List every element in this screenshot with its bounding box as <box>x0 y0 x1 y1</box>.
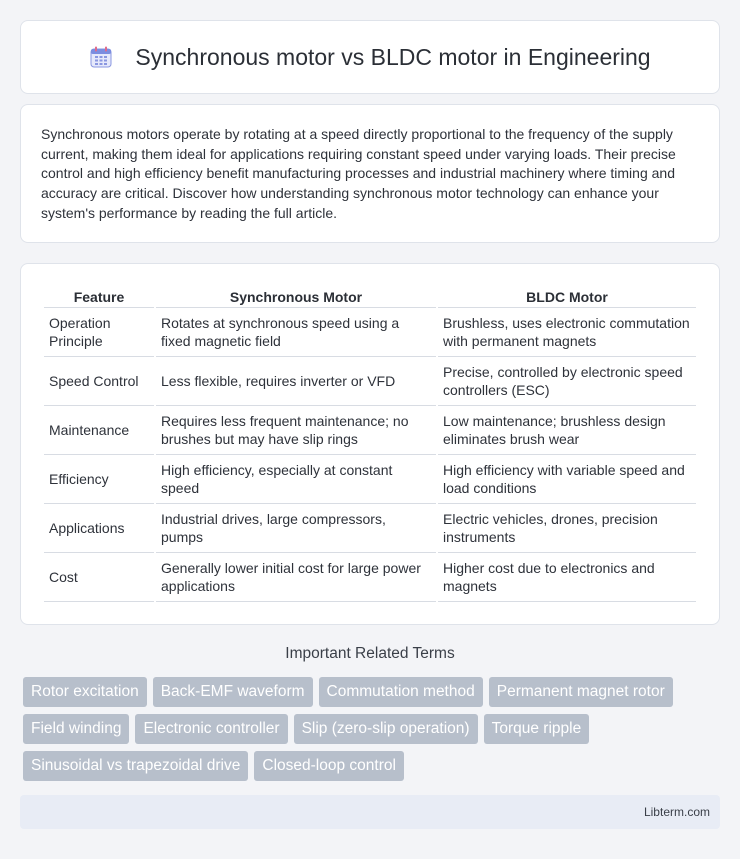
table-header-row <box>44 284 696 308</box>
related-terms-title: Important Related Terms <box>285 645 455 662</box>
cell-synchronous: High efficiency, especially at constant speed <box>156 455 436 504</box>
header-synchronous: Synchronous Motor <box>156 284 436 308</box>
footer-brand[interactable]: Libterm.com <box>643 805 710 819</box>
cell-bldc: Brushless, uses electronic commutation with permanent magnets <box>438 308 696 357</box>
related-term-tag[interactable]: Permanent magnet rotor <box>489 677 673 707</box>
related-term-tag[interactable]: Torque ripple <box>484 714 590 744</box>
related-term-tag[interactable]: Commutation method <box>319 677 483 707</box>
cell-synchronous: Rotates at synchronous speed using a fixed magnetic field <box>156 308 436 357</box>
cell-bldc: Low maintenance; brushless design eliminates brush wear <box>438 406 696 455</box>
page-title: Synchronous motor vs BLDC motor in Engineering <box>135 43 651 70</box>
header-card <box>20 20 720 94</box>
table-row <box>44 455 696 504</box>
table-row <box>44 406 696 455</box>
related-terms-list <box>23 677 723 781</box>
cell-bldc: Higher cost due to electronics and magnets <box>438 553 696 602</box>
comparison-card <box>20 263 720 625</box>
cell-synchronous: Generally lower initial cost for large power applications <box>156 553 436 602</box>
related-term-tag[interactable]: Electronic controller <box>135 714 287 744</box>
header-bldc: BLDC Motor <box>438 284 696 308</box>
cell-bldc: Electric vehicles, drones, precision instruments <box>438 504 696 553</box>
footer <box>20 795 720 829</box>
table-row <box>44 553 696 602</box>
cell-synchronous: Industrial drives, large compressors, pumps <box>156 504 436 553</box>
comparison-table <box>42 284 698 602</box>
cell-feature: Speed Control <box>44 357 154 406</box>
related-term-tag[interactable]: Closed-loop control <box>254 751 404 781</box>
related-term-tag[interactable]: Rotor excitation <box>23 677 147 707</box>
cell-feature: Cost <box>44 553 154 602</box>
cell-feature: Applications <box>44 504 154 553</box>
table-row <box>44 357 696 406</box>
cell-bldc: Precise, controlled by electronic speed controllers (ESC) <box>438 357 696 406</box>
intro-text: Synchronous motors operate by rotating at a speed directly proportional to the frequency of the supply current, making them ideal for applications requiring constant speed under varying loads. Their precise control and high efficiency benefit manufacturing processes and industrial machinery where timing and accuracy are critical. Discover how understanding synchronous motor technology can enhance your system's performance by reading the full article. <box>41 126 676 221</box>
intro-card <box>20 104 720 243</box>
table-row <box>44 504 696 553</box>
table-row <box>44 308 696 357</box>
related-term-tag[interactable]: Slip (zero-slip operation) <box>294 714 478 744</box>
header-feature: Feature <box>44 284 154 308</box>
cell-feature: Operation Principle <box>44 308 154 357</box>
related-term-tag[interactable]: Sinusoidal vs trapezoidal drive <box>23 751 248 781</box>
calendar-icon <box>89 45 113 69</box>
cell-synchronous: Requires less frequent maintenance; no brushes but may have slip rings <box>156 406 436 455</box>
cell-feature: Efficiency <box>44 455 154 504</box>
related-term-tag[interactable]: Back-EMF waveform <box>153 677 313 707</box>
cell-synchronous: Less flexible, requires inverter or VFD <box>156 357 436 406</box>
cell-feature: Maintenance <box>44 406 154 455</box>
related-term-tag[interactable]: Field winding <box>23 714 129 744</box>
cell-bldc: High efficiency with variable speed and load conditions <box>438 455 696 504</box>
